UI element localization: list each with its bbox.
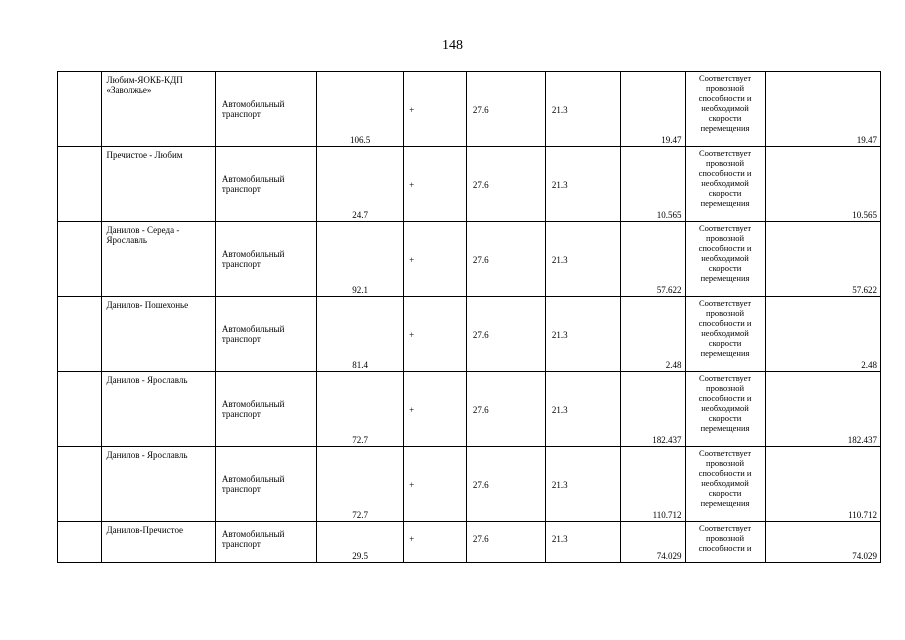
total-cell: [765, 297, 880, 372]
total-cell: [765, 222, 880, 297]
conclusion-line: способности и: [698, 243, 752, 253]
route-cell: [101, 72, 215, 147]
transport-type-cell: [215, 447, 316, 522]
table-row: [58, 147, 881, 222]
total-volume: 74.029: [852, 551, 877, 561]
speed-b-cell: [545, 372, 620, 447]
conclusion-line: скорости: [708, 338, 742, 348]
conclusion-line: Соответствует: [698, 523, 752, 533]
route-length: 29.5: [352, 551, 368, 561]
speed-a: 27.6: [472, 255, 489, 265]
speed-a: 27.6: [472, 105, 489, 115]
route-cell: [101, 522, 215, 563]
routes-table: [57, 71, 881, 563]
conclusion-line: Соответствует: [698, 148, 752, 158]
row-number-cell: [58, 297, 102, 372]
route-cell: [101, 222, 215, 297]
transport-type-cell: [215, 297, 316, 372]
transport-volume: 74.029: [656, 551, 682, 561]
mark-cell: [404, 447, 467, 522]
speed-b-cell: [545, 447, 620, 522]
speed-b-cell: [545, 297, 620, 372]
route-cell: [101, 372, 215, 447]
conclusion-line: скорости: [708, 413, 742, 423]
length-cell: [317, 72, 404, 147]
mark-cell: [404, 372, 467, 447]
conclusion-line: перемещения: [700, 123, 750, 133]
volume-cell: [620, 372, 685, 447]
conclusion-text: [686, 448, 765, 508]
table-row: [58, 72, 881, 147]
speed-a-cell: [466, 522, 545, 563]
conclusion-line: провозной: [706, 533, 745, 543]
length-cell: [317, 297, 404, 372]
mark-cell: [404, 147, 467, 222]
route-name: Данилов- Пошехонье: [106, 300, 189, 310]
plus-mark: +: [409, 105, 415, 115]
speed-a: 27.6: [472, 534, 489, 544]
conclusion-cell: [685, 522, 765, 563]
total-volume: 10.565: [852, 210, 877, 220]
conclusion-cell: [685, 222, 765, 297]
conclusion-cell: [685, 447, 765, 522]
conclusion-line: необходимой: [701, 178, 749, 188]
plus-mark: +: [409, 330, 415, 340]
conclusion-line: провозной: [706, 383, 745, 393]
route-name: Данилов-Пречистое: [106, 525, 184, 535]
total-volume: 110.712: [848, 510, 877, 520]
speed-a: 27.6: [472, 405, 489, 415]
row-number-cell: [58, 222, 102, 297]
conclusion-line: скорости: [708, 113, 742, 123]
conclusion-line: способности и: [698, 318, 752, 328]
conclusion-line: перемещения: [700, 498, 750, 508]
route-length: 24.7: [352, 210, 368, 220]
speed-b: 21.3: [551, 534, 568, 544]
transport-volume: 182.437: [652, 435, 682, 445]
transport-type: Автомобильный транспорт: [221, 529, 285, 549]
row-number-cell: [58, 72, 102, 147]
conclusion-line: необходимой: [701, 253, 749, 263]
conclusion-line: перемещения: [700, 198, 750, 208]
transport-type: Автомобильный транспорт: [221, 324, 285, 344]
total-volume: 57.622: [852, 285, 877, 295]
conclusion-line: Соответствует: [698, 373, 752, 383]
speed-a: 27.6: [472, 330, 489, 340]
conclusion-line: способности и: [698, 168, 752, 178]
volume-cell: [620, 72, 685, 147]
speed-a-cell: [466, 72, 545, 147]
speed-b: 21.3: [551, 405, 568, 415]
speed-a-cell: [466, 147, 545, 222]
conclusion-text: [686, 523, 765, 553]
row-number-cell: [58, 147, 102, 222]
transport-volume: 10.565: [656, 210, 682, 220]
conclusion-line: необходимой: [701, 103, 749, 113]
speed-a-cell: [466, 297, 545, 372]
speed-a: 27.6: [472, 480, 489, 490]
speed-a-cell: [466, 447, 545, 522]
speed-b: 21.3: [551, 105, 568, 115]
conclusion-line: способности и: [698, 468, 752, 478]
conclusion-line: скорости: [708, 188, 742, 198]
row-number-cell: [58, 447, 102, 522]
conclusion-line: перемещения: [700, 348, 750, 358]
conclusion-line: перемещения: [700, 273, 750, 283]
transport-type: Автомобильный транспорт: [221, 99, 285, 119]
table-row: [58, 372, 881, 447]
mark-cell: [404, 522, 467, 563]
conclusion-line: необходимой: [701, 403, 749, 413]
transport-volume: 2.48: [665, 360, 682, 370]
route-name: Пречистое - Любим: [106, 150, 183, 160]
total-cell: [765, 522, 880, 563]
conclusion-cell: [685, 72, 765, 147]
volume-cell: [620, 297, 685, 372]
transport-type-cell: [215, 72, 316, 147]
conclusion-line: Соответствует: [698, 298, 752, 308]
conclusion-line: необходимой: [701, 328, 749, 338]
volume-cell: [620, 147, 685, 222]
conclusion-line: Соответствует: [698, 73, 752, 83]
speed-b-cell: [545, 72, 620, 147]
speed-b-cell: [545, 222, 620, 297]
conclusion-line: способности и: [698, 543, 752, 553]
mark-cell: [404, 222, 467, 297]
route-name: Данилов - Середа - Ярославль: [106, 225, 180, 245]
conclusion-line: перемещения: [700, 423, 750, 433]
mark-cell: [404, 297, 467, 372]
volume-cell: [620, 222, 685, 297]
total-volume: 2.48: [861, 360, 877, 370]
route-length: 106.5: [350, 135, 371, 145]
length-cell: [317, 372, 404, 447]
speed-b: 21.3: [551, 255, 568, 265]
speed-b: 21.3: [551, 480, 568, 490]
route-cell: [101, 147, 215, 222]
conclusion-line: провозной: [706, 83, 745, 93]
transport-type: Автомобильный транспорт: [221, 174, 285, 194]
route-cell: [101, 447, 215, 522]
route-length: 72.7: [352, 435, 368, 445]
transport-volume: 19.47: [661, 135, 682, 145]
volume-cell: [620, 447, 685, 522]
conclusion-line: скорости: [708, 488, 742, 498]
total-cell: [765, 72, 880, 147]
conclusion-text: [686, 73, 765, 133]
route-name: Данилов - Ярославль: [106, 375, 188, 385]
transport-type: Автомобильный транспорт: [221, 249, 285, 269]
conclusion-line: скорости: [708, 263, 742, 273]
conclusion-line: Соответствует: [698, 223, 752, 233]
page-number: 148: [442, 38, 463, 53]
speed-a-cell: [466, 372, 545, 447]
row-number-cell: [58, 522, 102, 563]
length-cell: [317, 522, 404, 563]
transport-volume: 57.622: [656, 285, 682, 295]
conclusion-line: Соответствует: [698, 448, 752, 458]
table-row: [58, 447, 881, 522]
speed-a: 27.6: [472, 180, 489, 190]
route-name: Данилов - Ярославль: [106, 450, 188, 460]
length-cell: [317, 222, 404, 297]
speed-b: 21.3: [551, 330, 568, 340]
conclusion-line: провозной: [706, 308, 745, 318]
transport-type-cell: [215, 222, 316, 297]
conclusion-line: способности и: [698, 93, 752, 103]
table-row: [58, 222, 881, 297]
total-volume: 182.437: [847, 435, 877, 445]
transport-type-cell: [215, 147, 316, 222]
length-cell: [317, 147, 404, 222]
conclusion-cell: [685, 147, 765, 222]
conclusion-line: провозной: [706, 158, 745, 168]
route-cell: [101, 297, 215, 372]
conclusion-cell: [685, 372, 765, 447]
plus-mark: +: [409, 255, 415, 265]
conclusion-line: провозной: [706, 458, 745, 468]
plus-mark: +: [409, 180, 415, 190]
table-row: [58, 522, 881, 563]
conclusion-text: [686, 373, 765, 433]
row-number-cell: [58, 372, 102, 447]
table-row: [58, 297, 881, 372]
speed-a-cell: [466, 222, 545, 297]
total-cell: [765, 147, 880, 222]
conclusion-text: [686, 298, 765, 358]
routes-table-body: [58, 72, 881, 563]
conclusion-text: [686, 223, 765, 283]
plus-mark: +: [409, 534, 415, 544]
conclusion-cell: [685, 297, 765, 372]
volume-cell: [620, 522, 685, 563]
route-name: Любим-ЯОКБ-КДП «Заволжье»: [106, 75, 183, 95]
transport-type: Автомобильный транспорт: [221, 474, 285, 494]
transport-volume: 110.712: [652, 510, 682, 520]
route-length: 72.7: [352, 510, 368, 520]
conclusion-line: провозной: [706, 233, 745, 243]
route-length: 92.1: [352, 285, 368, 295]
length-cell: [317, 447, 404, 522]
conclusion-line: способности и: [698, 393, 752, 403]
transport-type-cell: [215, 372, 316, 447]
route-length: 81.4: [352, 360, 368, 370]
total-volume: 19.47: [856, 135, 877, 145]
transport-type-cell: [215, 522, 316, 563]
conclusion-line: необходимой: [701, 478, 749, 488]
conclusion-text: [686, 148, 765, 208]
plus-mark: +: [409, 480, 415, 490]
transport-type: Автомобильный транспорт: [221, 399, 285, 419]
plus-mark: +: [409, 405, 415, 415]
speed-b: 21.3: [551, 180, 568, 190]
total-cell: [765, 447, 880, 522]
mark-cell: [404, 72, 467, 147]
speed-b-cell: [545, 147, 620, 222]
total-cell: [765, 372, 880, 447]
speed-b-cell: [545, 522, 620, 563]
